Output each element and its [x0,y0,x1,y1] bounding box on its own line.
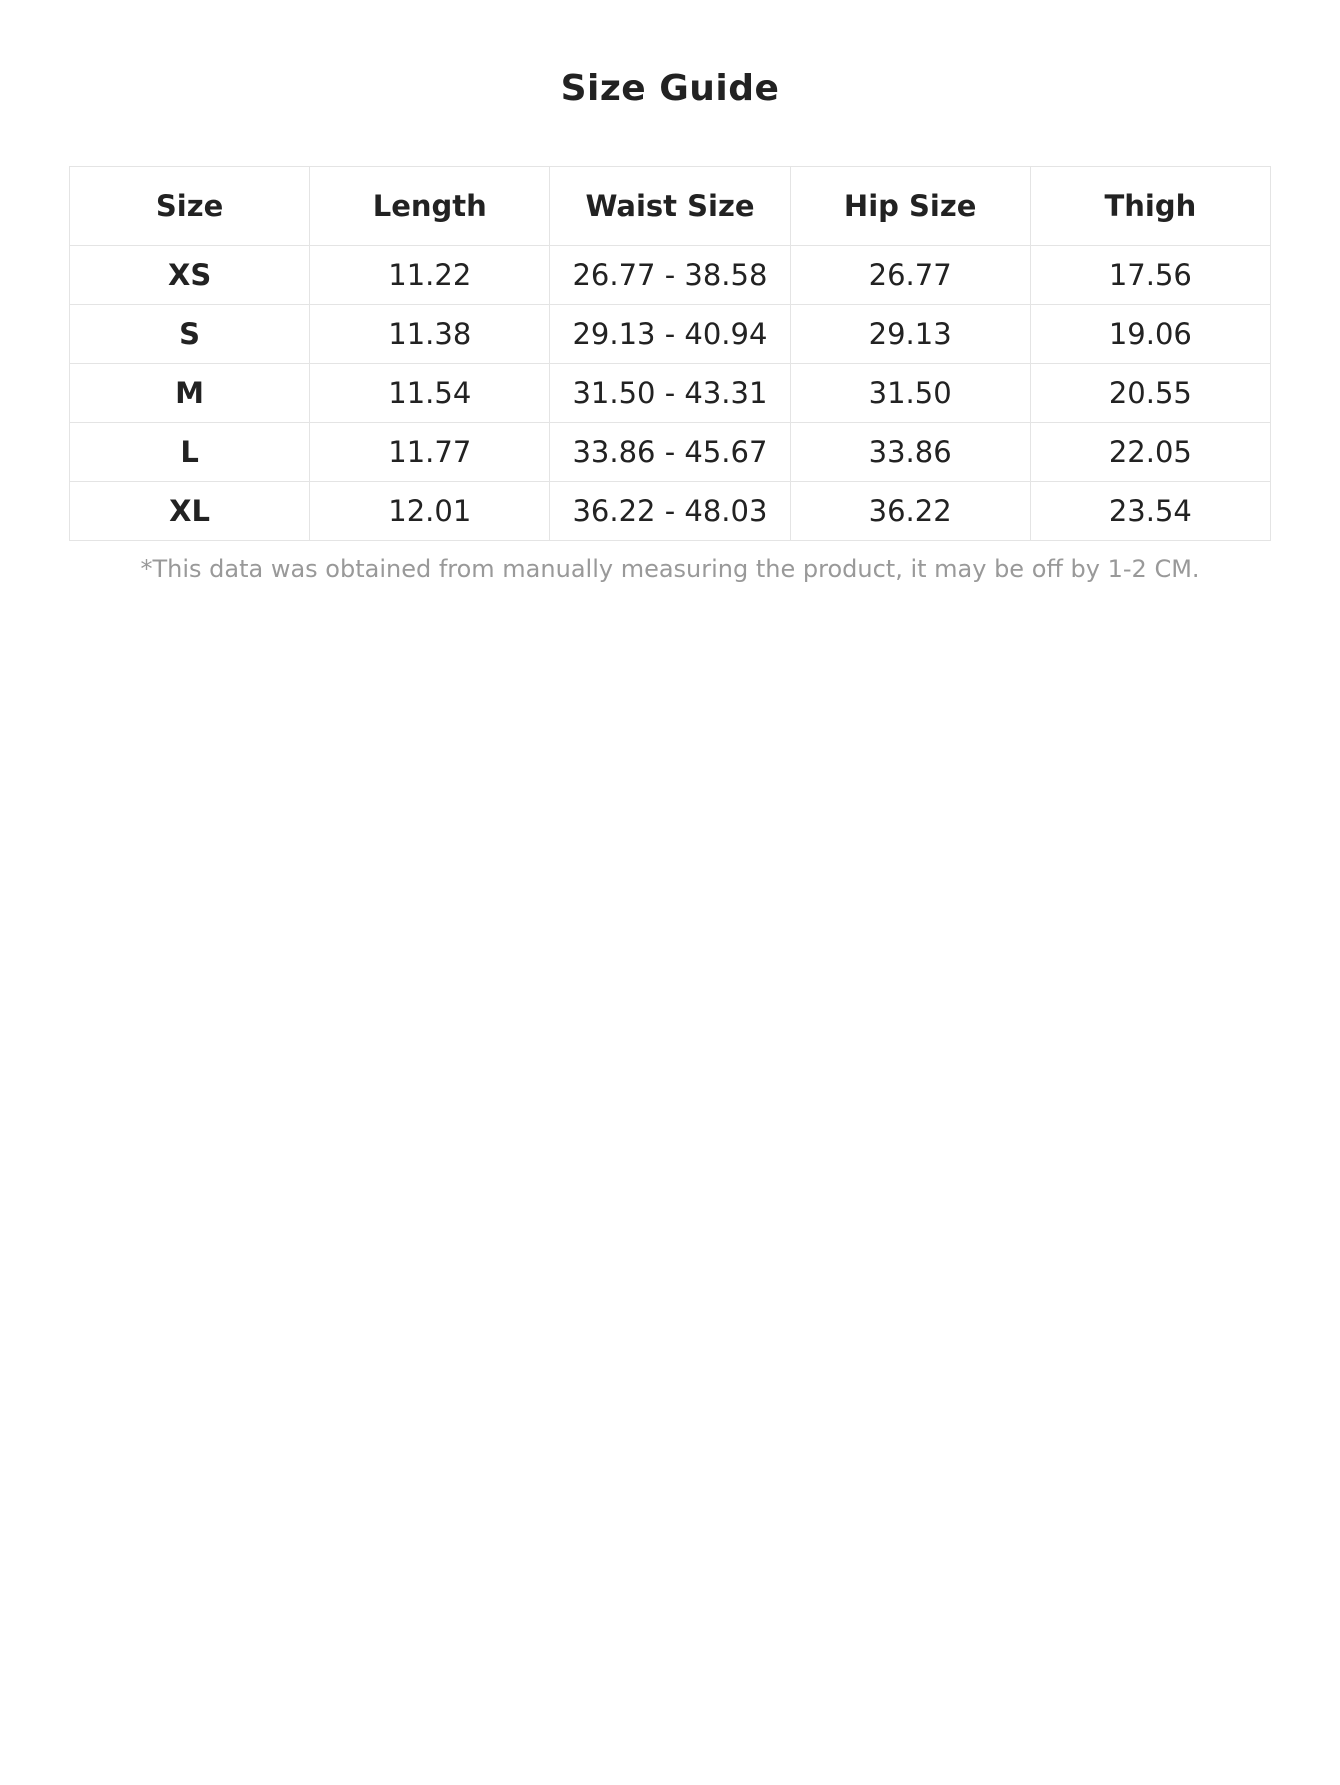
length-cell: 11.22 [310,246,550,305]
hip-cell: 33.86 [790,423,1030,482]
table-row [70,305,1271,364]
size-cell: XL [70,482,310,541]
hip-cell: 29.13 [790,305,1030,364]
size-table [69,166,1271,541]
thigh-cell: 20.55 [1030,364,1270,423]
thigh-cell: 22.05 [1030,423,1270,482]
table-header-row [70,167,1271,246]
header-thigh: Thigh [1030,167,1270,246]
hip-cell: 36.22 [790,482,1030,541]
thigh-cell: 17.56 [1030,246,1270,305]
table-row [70,482,1271,541]
thigh-cell: 23.54 [1030,482,1270,541]
header-waist-size: Waist Size [550,167,790,246]
table-row [70,423,1271,482]
page-title: Size Guide [560,68,780,109]
length-cell: 11.38 [310,305,550,364]
waist-cell: 36.22 - 48.03 [550,482,790,541]
size-cell: XS [70,246,310,305]
measurement-note: *This data was obtained from manually measuring the product, it may be off by 1-2 CM. [140,555,1200,583]
size-cell: L [70,423,310,482]
waist-cell: 33.86 - 45.67 [550,423,790,482]
length-cell: 11.54 [310,364,550,423]
hip-cell: 26.77 [790,246,1030,305]
length-cell: 12.01 [310,482,550,541]
header-size: Size [70,167,310,246]
header-hip-size: Hip Size [790,167,1030,246]
size-cell: M [70,364,310,423]
waist-cell: 31.50 - 43.31 [550,364,790,423]
waist-cell: 26.77 - 38.58 [550,246,790,305]
waist-cell: 29.13 - 40.94 [550,305,790,364]
size-cell: S [70,305,310,364]
header-length: Length [310,167,550,246]
table-row [70,364,1271,423]
table-row [70,246,1271,305]
thigh-cell: 19.06 [1030,305,1270,364]
hip-cell: 31.50 [790,364,1030,423]
length-cell: 11.77 [310,423,550,482]
